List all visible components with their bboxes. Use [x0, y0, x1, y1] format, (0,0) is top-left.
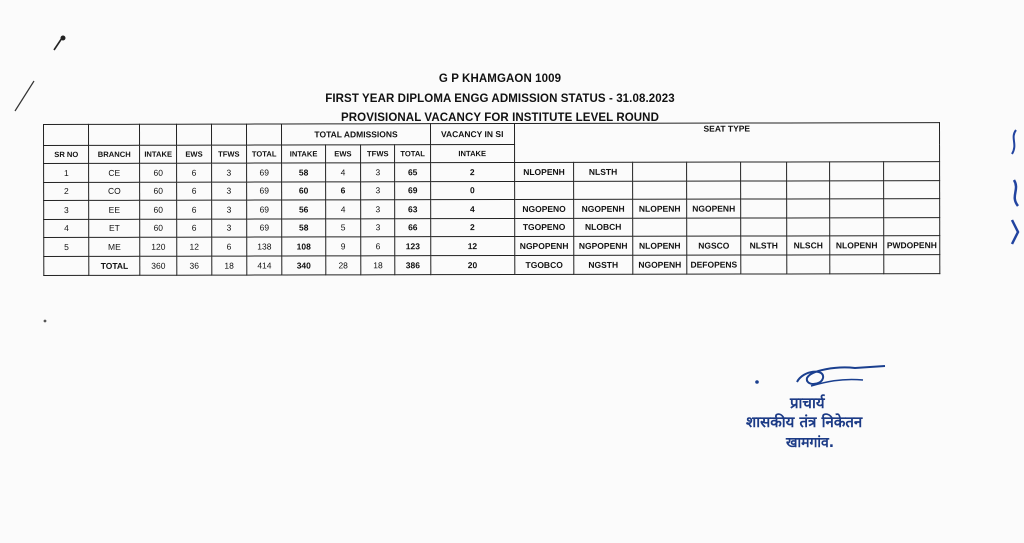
seat-cell: NGSCO — [687, 236, 741, 255]
intake-cell: 60 — [140, 219, 177, 238]
adm-total-cell: 386 — [395, 255, 430, 274]
col-branch: BRANCH — [89, 145, 140, 163]
ews-cell: 6 — [177, 200, 211, 219]
seat-cell: NLSCH — [787, 236, 829, 255]
blank-cell — [211, 124, 246, 145]
table-row — [44, 199, 940, 219]
vacancy-cell: 20 — [431, 255, 515, 274]
adm-total-cell: 123 — [395, 237, 430, 256]
col-adm-intake: INTAKE — [282, 145, 325, 163]
adm-tfws-cell: 18 — [361, 255, 395, 274]
seat-cell: NLOPENH — [632, 199, 687, 218]
seat-cell: NLOPENH — [632, 236, 687, 255]
stamp-institute: शासकीय तंत्र निकेतन — [746, 413, 863, 431]
col-total: TOTAL — [246, 145, 281, 163]
seat-cell: NGOPENH — [633, 255, 688, 274]
table-row — [44, 162, 940, 182]
tfws-cell: 6 — [211, 237, 246, 256]
tfws-cell: 3 — [211, 219, 246, 238]
seat-cell: NGOPENH — [687, 199, 741, 218]
total-cell: 69 — [247, 200, 282, 219]
seat-cell — [829, 217, 884, 236]
table-row — [44, 217, 940, 237]
seat-cell — [740, 180, 786, 199]
document-subtitle: PROVISIONAL VACANCY FOR INSTITUTE LEVEL ROUND — [340, 112, 659, 124]
adm-ews-cell: 5 — [325, 218, 360, 237]
adm-intake-cell: 58 — [282, 218, 325, 237]
sr-cell: 5 — [44, 237, 89, 256]
branch-cell: EE — [89, 200, 140, 219]
seat-cell: NGPOPENH — [514, 236, 574, 255]
branch-cell: ET — [89, 219, 140, 238]
seat-cell: NLSTH — [741, 236, 787, 255]
seat-cell — [829, 162, 884, 181]
table-total-row — [44, 254, 940, 275]
sr-cell: 1 — [44, 163, 89, 182]
blank-cell — [44, 256, 89, 275]
col-tfws: TFWS — [211, 145, 246, 163]
seat-cell — [787, 254, 829, 273]
total-cell: 414 — [247, 255, 282, 274]
vacancy-cell: 12 — [431, 237, 515, 256]
adm-ews-cell: 28 — [325, 255, 360, 274]
admission-status-table — [43, 122, 940, 275]
adm-intake-cell: 56 — [282, 200, 325, 219]
col-intake: INTAKE — [139, 145, 176, 163]
seat-cell — [829, 180, 884, 199]
adm-intake-cell: 60 — [282, 181, 325, 200]
seat-cell: NGPOPENH — [574, 236, 633, 255]
seat-cell: NGOPENH — [574, 199, 633, 218]
adm-ews-cell: 6 — [325, 181, 360, 200]
adm-intake-cell: 58 — [282, 163, 325, 182]
vacancy-cell: 4 — [430, 200, 514, 219]
group-total-admissions: TOTAL ADMISSIONS — [282, 124, 431, 145]
col-sr-no: SR NO — [44, 145, 89, 163]
ews-cell: 6 — [177, 219, 211, 238]
seat-cell — [787, 199, 829, 218]
seat-cell: NLOPENH — [829, 236, 884, 255]
sr-cell: 2 — [44, 182, 89, 201]
blank-cell — [139, 124, 176, 145]
branch-cell: CO — [89, 182, 140, 201]
seat-cell — [632, 162, 687, 181]
blank-cell — [89, 124, 140, 145]
vacancy-cell: 2 — [430, 163, 514, 182]
adm-tfws-cell: 6 — [361, 237, 395, 256]
adm-intake-cell: 340 — [282, 255, 325, 274]
tfws-cell: 18 — [211, 256, 246, 275]
seat-cell — [787, 180, 829, 199]
ews-cell: 6 — [177, 182, 211, 201]
seat-cell — [687, 218, 741, 237]
seat-cell: NLOBCH — [574, 218, 633, 237]
seat-cell — [574, 181, 633, 200]
seat-cell — [687, 162, 741, 181]
tfws-cell: 3 — [211, 182, 246, 201]
seat-cell — [740, 217, 786, 236]
branch-cell: ME — [89, 237, 140, 256]
seat-cell: NGOPENO — [514, 199, 574, 218]
total-cell: 69 — [247, 218, 282, 237]
seat-cell — [687, 181, 741, 200]
seat-cell: DEFOPENS — [687, 255, 741, 274]
total-cell: 69 — [247, 181, 282, 200]
seat-cell — [884, 199, 940, 218]
col-adm-ews: EWS — [325, 145, 360, 163]
institute-title: G P KHAMGAON 1009 — [438, 73, 562, 85]
seat-cell: PWDOPENH — [884, 236, 940, 255]
sr-cell: 3 — [44, 200, 89, 219]
seat-cell — [514, 181, 574, 200]
group-vacancy: VACANCY IN SI — [430, 124, 514, 145]
adm-tfws-cell: 3 — [361, 218, 395, 237]
seat-cell — [741, 254, 787, 273]
branch-cell: CE — [89, 163, 140, 182]
seat-cell — [740, 199, 786, 218]
col-ews: EWS — [177, 145, 211, 163]
seat-cell — [884, 217, 940, 236]
blank-cell — [246, 124, 281, 145]
pen-stroke-icon — [10, 78, 40, 114]
adm-total-cell: 66 — [395, 218, 430, 237]
intake-cell: 60 — [140, 163, 177, 182]
ews-cell: 36 — [177, 256, 211, 275]
table-row — [44, 236, 940, 256]
pen-mark-icon — [50, 34, 70, 52]
stamp-title: प्राचार्य — [790, 394, 825, 412]
seat-cell: NGSTH — [574, 255, 633, 274]
table-group-header-row — [44, 123, 940, 146]
col-adm-total: TOTAL — [395, 145, 430, 163]
adm-ews-cell: 4 — [325, 200, 360, 219]
sr-cell: 4 — [44, 219, 89, 238]
adm-intake-cell: 108 — [282, 237, 325, 256]
seat-cell: NLSTH — [574, 162, 633, 181]
dot-mark-icon — [42, 318, 48, 324]
total-cell: 138 — [247, 237, 282, 256]
blank-cell — [44, 124, 89, 145]
col-adm-tfws: TFWS — [361, 145, 395, 163]
seat-cell: TGOBCO — [514, 255, 574, 274]
blank-cell — [177, 124, 211, 145]
adm-total-cell: 69 — [395, 181, 430, 200]
adm-ews-cell: 9 — [325, 237, 360, 256]
seat-cell — [829, 199, 884, 218]
adm-total-cell: 63 — [395, 200, 430, 219]
group-seat-type: SEAT TYPE — [514, 123, 939, 163]
stamp-place: खामगांव. — [786, 435, 835, 451]
seat-cell — [787, 217, 829, 236]
seat-cell: NLOPENH — [514, 162, 574, 181]
vacancy-cell: 0 — [430, 181, 514, 200]
adm-tfws-cell: 3 — [361, 181, 395, 200]
edge-ink-mark-icon — [1006, 120, 1022, 250]
adm-ews-cell: 4 — [325, 163, 360, 182]
table-row — [44, 180, 940, 200]
tfws-cell: 3 — [211, 163, 246, 182]
adm-tfws-cell: 3 — [361, 163, 395, 182]
ews-cell: 6 — [177, 163, 211, 182]
seat-cell — [740, 162, 786, 181]
document-title: FIRST YEAR DIPLOMA ENGG ADMISSION STATUS - 31.08.2023 — [325, 93, 675, 105]
col-vac-intake: INTAKE — [430, 145, 514, 163]
seat-cell — [632, 181, 687, 200]
seat-cell: TGOPENO — [514, 218, 574, 237]
intake-cell: 60 — [140, 200, 177, 219]
seat-cell — [787, 162, 829, 181]
adm-tfws-cell: 3 — [361, 200, 395, 219]
total-cell: 69 — [247, 163, 282, 182]
seat-cell — [884, 162, 940, 181]
seat-cell — [632, 218, 687, 237]
total-label: TOTAL — [89, 256, 140, 275]
tfws-cell: 3 — [211, 200, 246, 219]
seat-cell — [884, 254, 940, 273]
ews-cell: 12 — [177, 237, 211, 256]
adm-total-cell: 65 — [395, 163, 430, 182]
seat-cell — [829, 254, 884, 273]
vacancy-cell: 2 — [430, 218, 514, 237]
seat-cell — [884, 180, 940, 199]
intake-cell: 120 — [140, 237, 177, 256]
intake-cell: 60 — [140, 182, 177, 201]
intake-cell: 360 — [140, 256, 177, 275]
